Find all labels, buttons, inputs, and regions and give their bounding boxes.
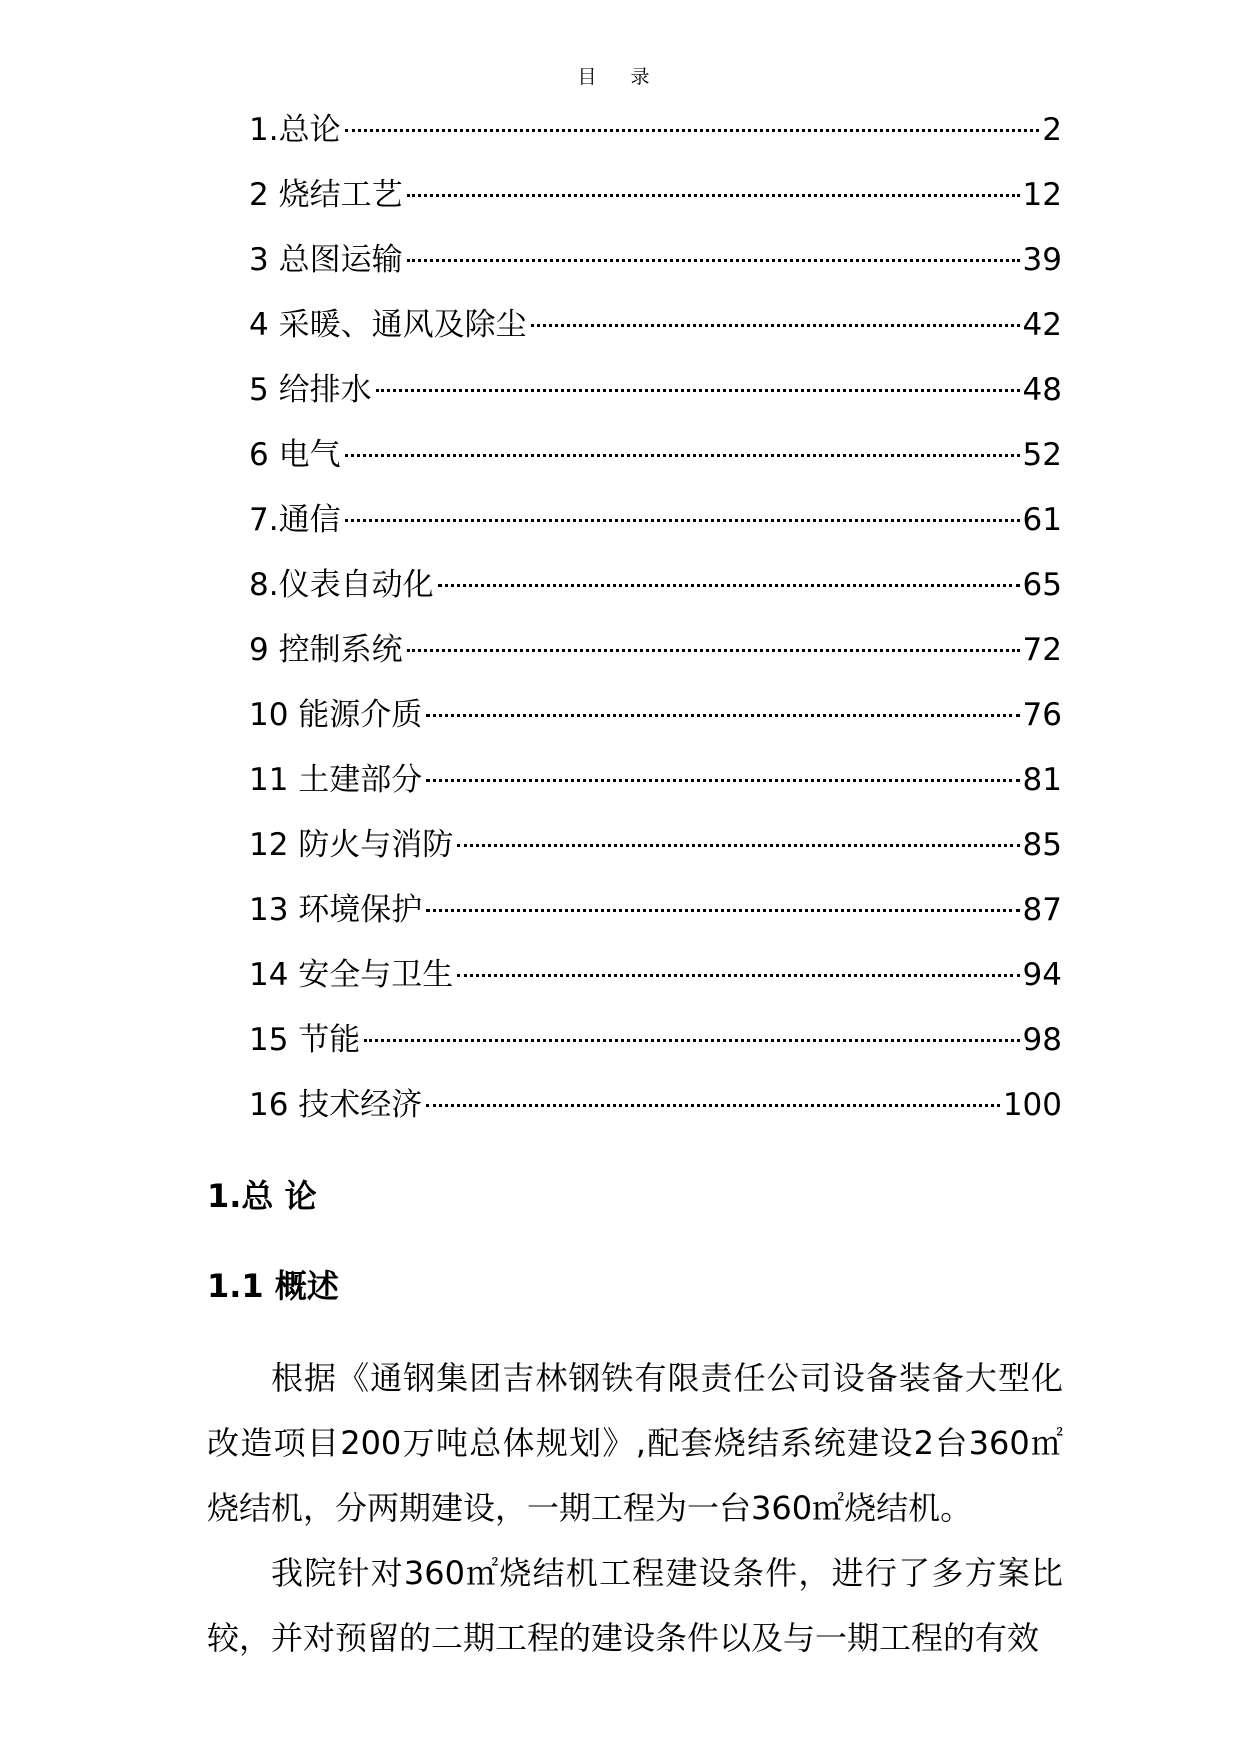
- toc-entry-title: 14 安全与卫生: [249, 957, 454, 993]
- toc-entry-page: 61: [1022, 502, 1062, 538]
- section-heading: 1.1 概述: [207, 1267, 339, 1305]
- toc-entry-page: 76: [1022, 697, 1062, 733]
- toc-entry-title: 6 电气: [249, 437, 341, 473]
- toc-dot-leader: [345, 129, 1040, 132]
- toc-entry[interactable]: [249, 813, 1062, 878]
- toc-entry[interactable]: [249, 943, 1062, 1008]
- toc-entry-title: 3 总图运输: [249, 242, 403, 278]
- toc-dot-leader: [376, 389, 1020, 392]
- toc-entry-page: 72: [1022, 632, 1062, 668]
- toc-entry-title: 7.通信: [249, 502, 341, 538]
- toc-dot-leader: [438, 584, 1020, 587]
- toc-dot-leader: [457, 974, 1019, 977]
- toc-dot-leader: [426, 1104, 1000, 1107]
- toc-entry-title: 15 节能: [249, 1022, 361, 1058]
- toc-entry-title: 9 控制系统: [249, 632, 403, 668]
- toc-dot-leader: [407, 259, 1020, 262]
- toc-entry-page: 94: [1022, 957, 1062, 993]
- toc-dot-leader: [407, 194, 1020, 197]
- toc-dot-leader: [345, 519, 1020, 522]
- toc-entry[interactable]: [249, 553, 1062, 618]
- toc-entry-title: 2 烧结工艺: [249, 177, 403, 213]
- toc-entry[interactable]: [249, 163, 1062, 228]
- toc-entry[interactable]: [249, 1008, 1062, 1073]
- toc-dot-leader: [426, 714, 1019, 717]
- toc-entry-page: 87: [1022, 892, 1062, 928]
- body-paragraph: 根据《通钢集团吉林钢铁有限责任公司设备装备大型化改造项目200万吨总体规划》,配套烧结系统建设2台360㎡烧结机，分两期建设，一期工程为一台360㎡烧结机。: [207, 1359, 1063, 1527]
- toc-dot-leader: [407, 649, 1020, 652]
- toc-entry-title: 11 土建部分: [249, 762, 423, 798]
- toc-entry-title: 4 采暖、通风及除尘: [249, 307, 527, 343]
- toc-heading: 目 录: [577, 66, 664, 88]
- toc-entry[interactable]: [249, 488, 1062, 553]
- toc-entry[interactable]: [249, 748, 1062, 813]
- toc-entry-page: 12: [1022, 177, 1062, 213]
- toc-entry[interactable]: [249, 358, 1062, 423]
- toc-entry-page: 65: [1022, 567, 1062, 603]
- body-paragraph: 我院针对360㎡烧结机工程建设条件，进行了多方案比较，并对预留的二期工程的建设条件以及与一期工程的有效: [207, 1554, 1063, 1657]
- body-text: [207, 1346, 1063, 1671]
- toc-entry[interactable]: [249, 98, 1062, 163]
- toc-entry[interactable]: [249, 618, 1062, 683]
- toc-entry-page: 100: [1002, 1087, 1062, 1123]
- toc-entry-title: 12 防火与消防: [249, 827, 454, 863]
- toc-dot-leader: [457, 844, 1019, 847]
- toc-entry-page: 52: [1022, 437, 1062, 473]
- toc-entry-title: 8.仪表自动化: [249, 567, 434, 603]
- toc-dot-leader: [531, 324, 1020, 327]
- toc-entry-title: 13 环境保护: [249, 892, 423, 928]
- toc-entry-title: 1.总论: [249, 112, 341, 148]
- toc-entry-title: 16 技术经济: [249, 1087, 423, 1123]
- toc-entry[interactable]: [249, 1073, 1062, 1138]
- toc-entry-page: 42: [1022, 307, 1062, 343]
- toc-entry-page: 98: [1022, 1022, 1062, 1058]
- toc-entry-page: 39: [1022, 242, 1062, 278]
- table-of-contents: [249, 98, 1062, 1138]
- toc-entry[interactable]: [249, 683, 1062, 748]
- toc-entry-title: 5 给排水: [249, 372, 372, 408]
- toc-entry-page: 81: [1022, 762, 1062, 798]
- toc-entry-page: 48: [1022, 372, 1062, 408]
- toc-entry-title: 10 能源介质: [249, 697, 423, 733]
- toc-entry[interactable]: [249, 293, 1062, 358]
- toc-dot-leader: [426, 909, 1019, 912]
- toc-dot-leader: [345, 454, 1020, 457]
- toc-entry[interactable]: [249, 423, 1062, 488]
- toc-entry-page: 85: [1022, 827, 1062, 863]
- toc-dot-leader: [426, 779, 1019, 782]
- toc-entry[interactable]: [249, 228, 1062, 293]
- chapter-heading: 1.总 论: [207, 1177, 317, 1215]
- toc-entry[interactable]: [249, 878, 1062, 943]
- toc-dot-leader: [364, 1039, 1019, 1042]
- toc-entry-page: 2: [1042, 112, 1062, 148]
